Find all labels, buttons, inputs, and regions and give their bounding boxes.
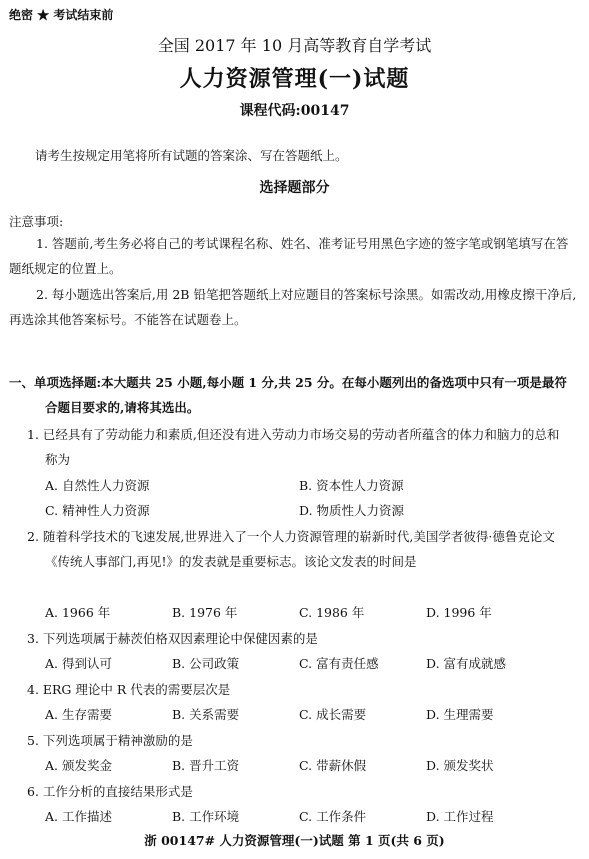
option-c: C. 1986 年: [299, 605, 365, 620]
secret-label: 绝密 ★ 考试结束前: [9, 8, 114, 22]
option-a: A. 工作描述: [45, 809, 112, 824]
option-a: A. 生存需要: [45, 707, 112, 722]
option-b: B. 关系需要: [172, 707, 240, 722]
option-d: D. 工作过程: [426, 809, 494, 824]
option-b: B. 资本性人力资源: [299, 478, 404, 493]
subject-title: 人力资源管理(一)试题: [179, 66, 410, 92]
notice-heading: 注意事项:: [9, 214, 64, 229]
course-code: 课程代码:00147: [239, 103, 350, 119]
option-a: A. 颁发奖金: [45, 758, 112, 773]
exam-title: 全国 2017 年 10 月高等教育自学考试: [157, 36, 432, 55]
option-d: D. 生理需要: [426, 707, 494, 722]
notice-item-2: 2. 每小题选出答案后,用 2B 铅笔把答题纸上对应题目的答案标号涂黑。如需改动,用橡皮擦干净后,再选涂其他答案标号。不能答在试题卷上。: [9, 287, 577, 327]
option-c: C. 工作条件: [299, 809, 367, 824]
option-a: A. 1966 年: [45, 605, 111, 620]
section-title: 选择题部分: [259, 180, 330, 196]
answer-note: 请考生按规定用笔将所有试题的答案涂、写在答题纸上。: [35, 148, 348, 163]
option-b: B. 公司政策: [172, 656, 240, 671]
notice-item-1: 1. 答题前,考生务必将自己的考试课程名称、姓名、准考证号用黑色字迹的签字笔或钢笔填写在答题纸规定的位置上。: [9, 236, 569, 276]
option-b: B. 晋升工资: [172, 758, 240, 773]
option-c: C. 富有责任感: [299, 656, 379, 671]
option-a: A. 得到认可: [45, 656, 112, 671]
option-d: D. 物质性人力资源: [299, 503, 405, 518]
question-6: 6. 工作分析的直接结果形式是: [27, 784, 193, 799]
question-4: 4. ERG 理论中 R 代表的需要层次是: [27, 682, 231, 697]
page-footer: 浙 00147# 人力资源管理(一)试题 第 1 页(共 6 页): [144, 833, 445, 848]
question-2: 2. 随着科学技术的飞速发展,世界进入了一个人力资源管理的崭新时代,美国学者彼得·德鲁克论文《传统人事部门,再见!》的发表就是重要标志。该论文发表的时间是: [27, 529, 555, 569]
question-3: 3. 下列选项属于赫茨伯格双因素理论中保健因素的是: [27, 631, 318, 646]
option-c: C. 精神性人力资源: [45, 503, 150, 518]
option-d: D. 富有成就感: [426, 656, 507, 671]
option-c: C. 成长需要: [299, 707, 367, 722]
option-d: D. 1996 年: [426, 605, 492, 620]
option-a: A. 自然性人力资源: [45, 478, 150, 493]
question-1: 1. 已经具有了劳动能力和素质,但还没有进入劳动力市场交易的劳动者所蕴含的体力和脑力的总和称为: [27, 427, 560, 467]
option-b: B. 工作环境: [172, 809, 240, 824]
option-d: D. 颁发奖状: [426, 758, 494, 773]
question-5: 5. 下列选项属于精神激励的是: [27, 733, 193, 748]
option-c: C. 带薪休假: [299, 758, 367, 773]
part-heading: 一、单项选择题:本大题共 25 小题,每小题 1 分,共 25 分。在每小题列出的备选项中只有一项是最符合题目要求的,请将其选出。: [9, 375, 567, 415]
option-b: B. 1976 年: [172, 605, 238, 620]
